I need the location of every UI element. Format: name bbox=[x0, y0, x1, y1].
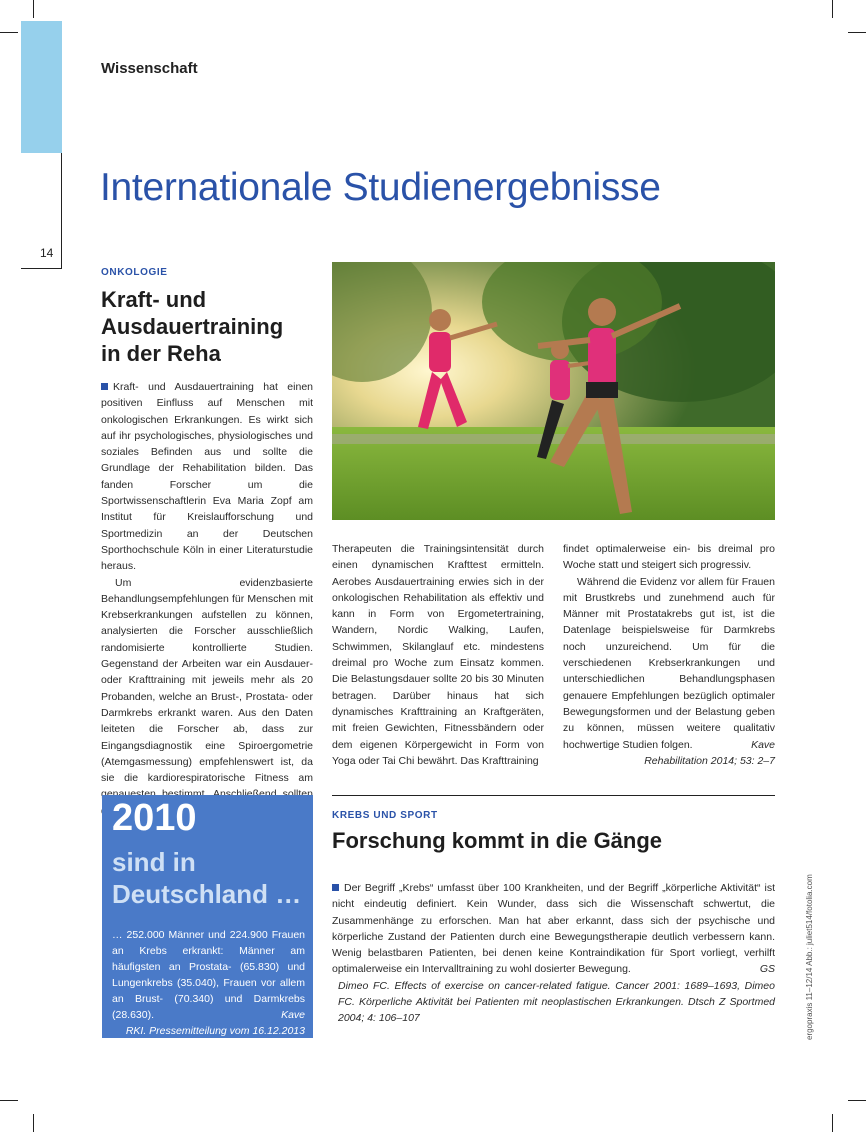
section-tab bbox=[21, 21, 62, 153]
page-number: 14 bbox=[40, 246, 54, 260]
crop-mark bbox=[33, 0, 34, 18]
stat-subtitle: sind in Deutschland … bbox=[112, 847, 302, 909]
margin-rule bbox=[61, 153, 62, 268]
yoga-photo-illustration bbox=[332, 262, 775, 520]
stat-box bbox=[102, 795, 313, 1038]
body-paragraph: Der Begriff „Krebs“ umfasst über 100 Krankheiten, und der Begriff „körperliche Aktivität“ ist nicht eindeutig definiert. Kein Wunder, dass sich die Wissenschaft schwertut, die Zusammenhänge zu erforschen. Man hat aber erkannt, dass sich der psychische und körperliche Zustand der Patienten durch eine Bewegungstherapie deutlich verbessern kann. Wenig belastbaren Patienten, bei denen keine Kontraindikation für Sport vorliegt, verhilft optimalerweise ein Intervalltraining zu wohl dosierter Bewegung. bbox=[332, 882, 775, 976]
body-paragraph: Um evidenzbasierte Behandlungsempfehlungen für Menschen mit Krebserkrankungen aufstellen zu können, analysierten die Forscher ausschließlich randomisierte kontrollierte Studien. Gegenstand der Arbeiten war ein Ausdauer- oder Krafttraining mit jeweils mehr als 20 Probanden, welche an Brust-, Prostata- oder Darmkrebs erkrankt waren. Aus den Daten leiteten die Forscher ab, dass zur Eingangsdiagnostik eine Spiroergometrie (Atemgasmessung) empfehlenswert ist, da sie die kardiorespiratorische Fitness am bbox=[101, 576, 313, 785]
crop-mark bbox=[832, 1114, 833, 1132]
credit-text: ergopraxis 11–12/14 Abb.: juliet514/fotolia.com bbox=[805, 874, 814, 1040]
body-paragraph: findet optimalerweise ein- bis dreimal pro Woche statt und steigert sich progressiv. bbox=[563, 543, 775, 572]
article2-body bbox=[332, 880, 775, 1027]
citation: RKI. Pressemitteilung vom 16.12.2013 bbox=[125, 1025, 305, 1037]
article1-kicker: ONKOLOGIE bbox=[101, 267, 168, 278]
image-credit bbox=[805, 845, 819, 1040]
crop-mark bbox=[0, 32, 18, 33]
article1-column-3 bbox=[563, 541, 775, 769]
author-initials: Kave bbox=[751, 738, 775, 751]
crop-mark bbox=[848, 1100, 866, 1101]
headline-line: in der Reha bbox=[101, 341, 221, 366]
page-number-rule bbox=[21, 268, 62, 269]
article-photo bbox=[332, 262, 775, 520]
headline-line: Kraft- und bbox=[101, 287, 207, 312]
bullet-marker bbox=[332, 884, 339, 891]
body-paragraph: Kraft- und Ausdauertraining hat einen positiven Einfluss auf Menschen mit onkologischen Erkrankungen. Es wirkt sich auf ihr psychologisches, physiologisches und soziales Befinden aus und sollte die Grundlage der Rehabilitation bilden. Das fanden Forscher um die Sportwissenschaftlerin Eva Maria Zopf am Institut für Kreislaufforschung und Sportmedizin an der Deutschen Sporthochschule Köln in einer Literaturstudie heraus. bbox=[101, 381, 313, 573]
article1-column-2 bbox=[332, 541, 544, 769]
author-initials: GS bbox=[759, 963, 775, 976]
article1-headline bbox=[101, 286, 321, 367]
article1-column-1 bbox=[101, 379, 313, 819]
stat-body: … 252.000 Männer und 224.900 Frauen an Krebs erkrankt: Männer am häufigsten an Prostata- (65.830) und Lungenkrebs (35.040), Frauen vor allem an Brust- (70.340) und Darmkrebs (28.630). bbox=[112, 929, 305, 1021]
citation: Rehabilitation 2014; 53: 2–7 bbox=[644, 754, 775, 767]
crop-mark bbox=[848, 32, 866, 33]
headline-line: Ausdauertraining bbox=[101, 314, 284, 339]
section-label: Wissenschaft bbox=[101, 60, 198, 77]
stat-text bbox=[112, 927, 305, 1039]
crop-mark bbox=[33, 1114, 34, 1132]
bullet-marker bbox=[101, 383, 108, 390]
author-initials: Kave bbox=[281, 1009, 305, 1021]
body-paragraph: Therapeuten die Trainingsintensität durch einen dynamischen Krafttest ermitteln. Aerobes Ausdauertraining erwies sich in der onkologischen Rehabilitation als effektiv und kann in Form von Ergometertraining, Wandern, Nordic Walking, Laufen, Schwimmen, Skilanglauf etc. mindestens dreimal pro Woche zum Einsatz kommen. Die Belastungsdauer sollte 20 bis 30 Minuten betragen. Darüber hinaus hat sich dynamisches Krafttraining an Kraftgeräten, mit freien Gewichten, Fitnessbändern oder dem eigenen Körpergewicht in Form von Yoga oder Tai Chi bewährt. Das Krafttraining bbox=[332, 543, 544, 767]
crop-mark bbox=[832, 0, 833, 18]
page-title: Internationale Studienergebnisse bbox=[100, 166, 661, 209]
citation: Dimeo FC. Effects of exercise on cancer-related fatigue. Cancer 2001: 1689–1693, Dimeo FC. Körperliche Aktivität bei Patienten mit neoplastischen Erkrankungen. Dtsch Z Sportmed 2004; 4: 106–107 bbox=[338, 979, 775, 1025]
stat-year: 2010 bbox=[112, 797, 197, 839]
body-paragraph: Während die Evidenz vor allem für Frauen mit Brustkrebs und zunehmend auch für Männer mit Prostatakrebs gut ist, ist die Datenlage beispielsweise für Darmkrebs noch unzureichend. Um für die verschiedenen Krebserkrankungen und unterschiedlichen Behandlungsphasen genauere Empfehlungen bezüglich optimaler Bewegungsformen und der Belastung geben zu können, müssen weitere qualitativ hochwertige Studien folgen. bbox=[563, 575, 775, 751]
article2-kicker: KREBS UND SPORT bbox=[332, 810, 438, 821]
article2-headline: Forschung kommt in die Gänge bbox=[332, 828, 663, 853]
crop-mark bbox=[0, 1100, 18, 1101]
article2-rule bbox=[332, 795, 775, 796]
